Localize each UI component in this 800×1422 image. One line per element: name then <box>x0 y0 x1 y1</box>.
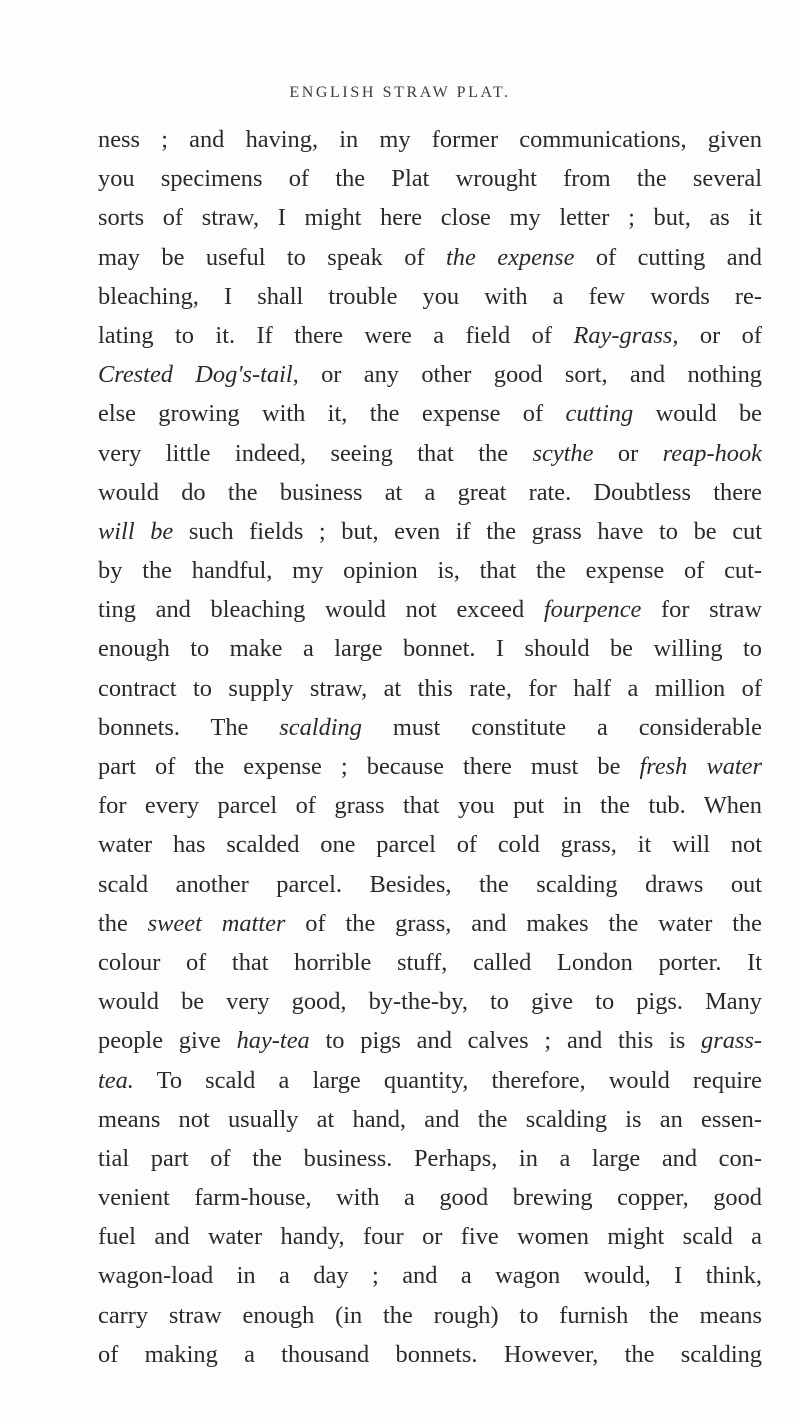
text-run: or any other good sort, and nothing <box>298 361 762 389</box>
text-run: venient farm-house, with a good brewing copper, good <box>98 1184 762 1212</box>
text-run: may be useful to speak of <box>98 243 447 271</box>
text-line <box>98 1256 762 1295</box>
text-line <box>98 865 762 904</box>
text-run: tial part of the business. Perhaps, in a large and con- <box>98 1144 762 1172</box>
text-run: or of <box>678 321 762 349</box>
text-run: else growing with it, the expense of <box>98 400 566 428</box>
text-run: colour of that horrible stuff, called London porter. It <box>98 948 762 976</box>
text-line <box>98 316 762 355</box>
italic-run: tea. <box>98 1066 134 1094</box>
text-run: enough to make a large bonnet. I should be willing to <box>98 635 762 663</box>
text-line <box>98 943 762 982</box>
text-line <box>98 512 762 551</box>
text-run: To scald a large quantity, therefore, would require <box>133 1066 762 1094</box>
italic-run: fourpence <box>543 596 642 624</box>
text-run: must constitute a considerable <box>361 713 762 741</box>
text-line <box>98 394 762 433</box>
text-line <box>98 825 762 864</box>
text-run: ting and bleaching would not exceed <box>98 596 544 624</box>
italic-run: Crested Dog's-tail, <box>98 361 299 389</box>
italic-run: the expense <box>446 243 575 271</box>
text-run: or <box>593 439 663 467</box>
text-run: bleaching, I shall trouble you with a few words re- <box>98 282 762 310</box>
text-run: sorts of straw, I might here close my letter ; but, as it <box>98 204 762 232</box>
text-run: the <box>98 909 148 937</box>
text-run: contract to supply straw, at this rate, for half a million of <box>98 674 762 702</box>
italic-run: scythe <box>532 439 594 467</box>
text-line <box>98 473 762 512</box>
text-run: carry straw enough (in the rough) to furnish the means <box>98 1301 762 1329</box>
italic-run: grass- <box>701 1027 763 1055</box>
text-run: to pigs and calves ; and this is <box>309 1027 702 1055</box>
text-line <box>98 355 762 394</box>
text-line <box>98 551 762 590</box>
text-line <box>98 159 762 198</box>
text-run: scald another parcel. Besides, the scalding draws out <box>98 870 762 898</box>
text-line <box>98 277 762 316</box>
text-line <box>98 1021 762 1060</box>
text-line <box>98 1296 762 1335</box>
text-run: of making a thousand bonnets. However, the scalding <box>98 1340 762 1368</box>
italic-run: sweet matter <box>147 909 286 937</box>
text-run: you specimens of the Plat wrought from the several <box>98 165 762 193</box>
text-line <box>98 1139 762 1178</box>
italic-run: will be <box>98 517 174 545</box>
italic-run: reap-hook <box>662 439 762 467</box>
text-line <box>98 669 762 708</box>
text-run: would do the business at a great rate. Doubtless there <box>98 478 762 506</box>
text-line <box>98 904 762 943</box>
italic-run: fresh water <box>639 753 762 780</box>
text-line <box>98 1335 762 1374</box>
text-line <box>98 120 762 159</box>
text-line <box>98 1178 762 1217</box>
italic-run: hay-tea <box>236 1027 310 1055</box>
text-line <box>98 708 762 747</box>
text-run: of the grass, and makes the water the <box>285 909 762 937</box>
text-run: for every parcel of grass that you put in the tub. When <box>98 792 762 820</box>
italic-run: scalding <box>279 713 362 741</box>
text-run: part of the expense ; because there must be <box>98 753 640 780</box>
text-line <box>98 786 762 825</box>
text-run: would be very good, by-the-by, to give to pigs. Many <box>98 988 762 1016</box>
italic-run: Ray-grass, <box>573 321 679 349</box>
running-head: ENGLISH STRAW PLAT. <box>289 84 511 101</box>
text-run: bonnets. The <box>98 713 280 741</box>
italic-run: cutting <box>565 400 634 428</box>
text-run: would be <box>633 400 762 428</box>
text-line <box>98 982 762 1021</box>
text-run: such fields ; but, even if the grass have to be cut <box>173 517 762 545</box>
text-run: by the handful, my opinion is, that the expense of cut- <box>98 557 762 585</box>
text-run: very little indeed, seeing that the <box>98 439 533 467</box>
text-run: fuel and water handy, four or five women might scald a <box>98 1223 762 1251</box>
text-line <box>98 198 762 237</box>
text-line <box>98 1100 762 1139</box>
text-line <box>98 747 762 786</box>
text-line <box>98 1217 762 1256</box>
text-run: wagon-load in a day ; and a wagon would, I think, <box>98 1262 762 1290</box>
text-line <box>98 238 762 277</box>
text-line <box>98 434 762 473</box>
text-run: ness ; and having, in my former communications, given <box>98 126 762 153</box>
text-run: for straw <box>641 596 762 624</box>
text-run: water has scalded one parcel of cold grass, it will not <box>98 831 762 859</box>
body-text <box>98 120 762 1374</box>
text-line <box>98 590 762 629</box>
text-run: of cutting and <box>574 243 762 271</box>
text-run: lating to it. If there were a field of <box>98 321 574 349</box>
text-run: people give <box>98 1027 237 1055</box>
text-run: means not usually at hand, and the scalding is an essen- <box>98 1105 762 1133</box>
text-line <box>98 1061 762 1100</box>
text-line <box>98 629 762 668</box>
